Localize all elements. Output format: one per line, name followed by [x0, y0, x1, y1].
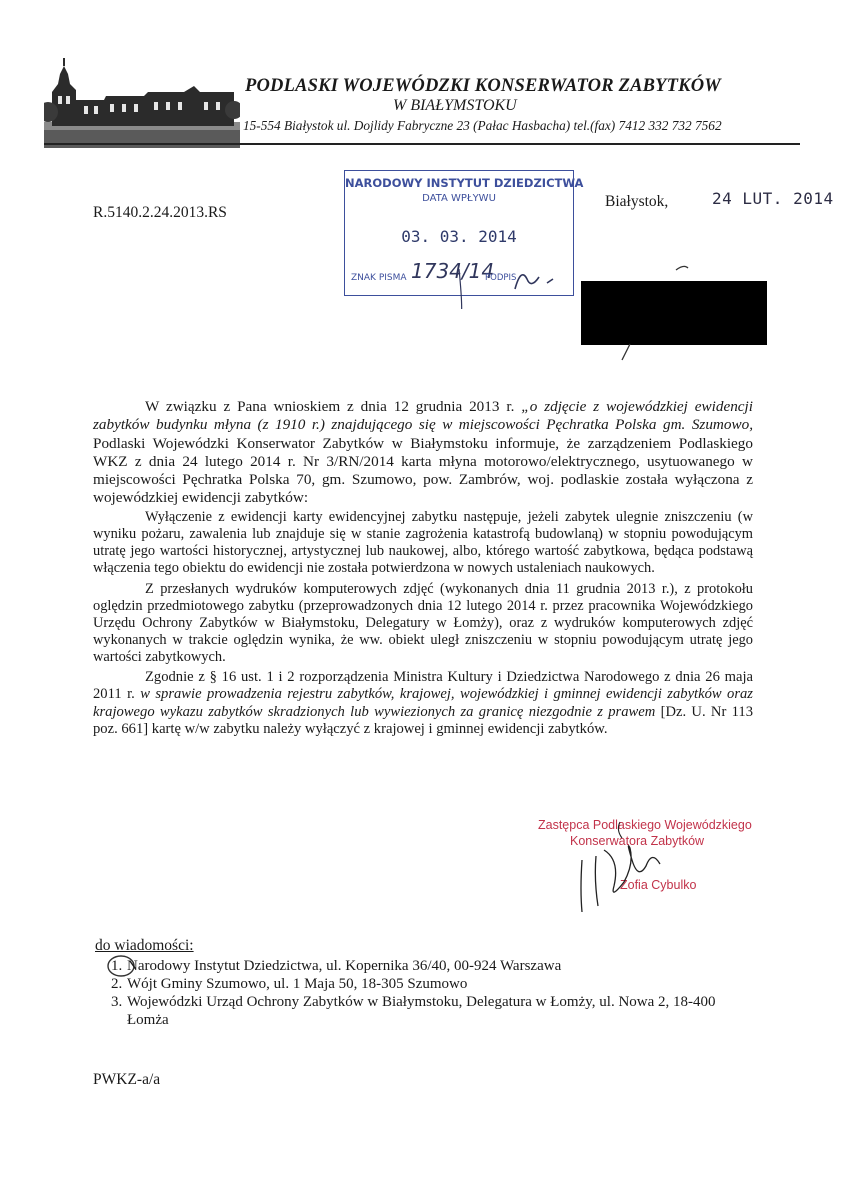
footer-code: PWKZ-a/a	[93, 1071, 161, 1088]
p1-text-italic: „o zdjęcie z wojewódzkiej ewidencji zabytków budynku młyna (z 1910 r.) znajdującego się w miejscowości Pęchratka Polska gm. Szumowo,	[93, 398, 753, 434]
distribution-label: do wiadomości:	[95, 937, 194, 954]
place-label: Białystok,	[605, 193, 669, 210]
paragraph-1	[93, 398, 753, 508]
registry-stamp	[344, 170, 584, 296]
stamp-title: NARODOWY INSTYTUT DZIEDZICTWA	[345, 176, 584, 190]
stamp-number: 1734/14	[411, 259, 495, 283]
handwritten-signature	[560, 820, 720, 920]
p4-text-a: Zgodnie z § 16 ust. 1 i 2 rozporządzenia Ministra Kultury i Dziedzictwa Narodowego z dnia 26 maja 2011 r.	[93, 668, 753, 703]
stamp-podpis-label: PODPIS	[485, 273, 517, 283]
stamp-date: 03. 03. 2014	[401, 227, 517, 246]
p4-text-italic: w sprawie prowadzenia rejestru zabytków, krajowej, wojewódzkiej i gminnej ewidencji zabytków oraz krajowego wykazu zabytków skradzionych lub wywiezionych za granicę niezgodnie z prawem	[93, 686, 753, 720]
distribution-list	[93, 957, 733, 1029]
letterhead-divider	[44, 143, 800, 145]
signature-title-line2: Konserwatora Zabytków	[570, 834, 705, 848]
distribution-item-text: Narodowy Instytut Dziedzictwa, ul. Kopernika 36/40, 00-924 Warszawa	[127, 958, 562, 974]
stamp-initials-scribble	[455, 249, 565, 309]
distribution-item-text: Wójt Gminy Szumowo, ul. 1 Maja 50, 18-305 Szumowo	[127, 976, 468, 992]
stamp-znak-label: ZNAK PISMA	[351, 273, 407, 283]
distribution-item	[93, 993, 733, 1029]
date-stamp: 24 LUT. 2014	[712, 189, 834, 208]
distribution-item-number: 3.	[111, 994, 123, 1010]
distribution-item-number: 1.	[111, 958, 123, 974]
org-title: PODLASKI WOJEWÓDZKI KONSERWATOR ZABYTKÓW	[245, 76, 721, 96]
paragraph-4	[93, 669, 753, 739]
signature-title-line1: Zastępca Podlaskiego Wojewódzkiego	[538, 818, 752, 832]
org-address: 15-554 Białystok ul. Dojlidy Fabryczne 23 (Pałac Hasbacha) tel.(fax) 7412 332 732 7562	[243, 118, 722, 133]
distribution-item	[93, 975, 733, 993]
distribution-item-number: 2.	[111, 976, 123, 992]
org-subtitle: W BIAŁYMSTOKU	[393, 97, 517, 114]
palace-logo-image	[44, 56, 240, 148]
letter-body	[93, 398, 753, 739]
p1-text-a: W związku z Pana wnioskiem z dnia 12 grudnia 2013 r.	[145, 398, 522, 415]
signature-name: Zofia Cybulko	[620, 878, 697, 892]
reference-number: R.5140.2.24.2013.RS	[93, 204, 227, 221]
p1-text-b: Podlaski Wojewódzki Konserwator Zabytków w Białymstoku informuje, że zarządzeniem Podlaskiego WKZ z dnia 24 lutego 2014 r. Nr 3/RN/2014 karta młyna motorowo/elektrycznego, usytuowanego w miejscowości Pęchratka Polska 70, gm. Szumowo, pow. Zambrów, woj. podlaskie została wyłączona z wojewódzkiej ewidencji zabytków:	[93, 434, 753, 507]
distribution-item	[93, 957, 733, 975]
stamp-subtitle: DATA WPŁYWU	[422, 193, 496, 204]
pen-mark	[618, 262, 698, 362]
paragraph-3: Z przesłanych wydruków komputerowych zdjęć (wykonanych dnia 11 grudnia 2013 r.), z protokołu oględzin przedmiotowego zabytku (przeprowadzonych dnia 12 lutego 2014 r. przez pracownika Wojewódzkiego Urzędu Ochrony Zabytków w Białymstoku, Delegatury w Łomży), oraz z wydruków komputerowych zdjęć wykonanych w trakcie oględzin wynika, że ww. obiekt uległ zniszczeniu w stopniu powodującym utratę jego wartości zabytkowych.	[93, 580, 753, 666]
paragraph-2: Wyłączenie z ewidencji karty ewidencyjnej zabytku następuje, jeżeli zabytek ulegnie zniszczeniu (w wyniku pożaru, zawalenia lub znajduje się w stanie zagrożenia katastrofą budowlaną) w stopniu powodującym utratę jego wartości historycznej, artystycznej lub naukowej, albo, którego wartość zabytkowa, będąca podstawą włączenia tego obiektu do ewidencji nie została potwierdzona w nowych ustaleniach naukowych.	[93, 508, 753, 577]
p4-text-b: [Dz. U. Nr 113 poz. 661] kartę w/w zabytku należy wyłączyć z krajowej i gminnej ewidencji zabytków.	[93, 703, 753, 738]
distribution-item-text: Wojewódzki Urząd Ochrony Zabytków w Białymstoku, Delegatura w Łomży, ul. Nowa 2, 18-400 Łomża	[127, 994, 716, 1028]
